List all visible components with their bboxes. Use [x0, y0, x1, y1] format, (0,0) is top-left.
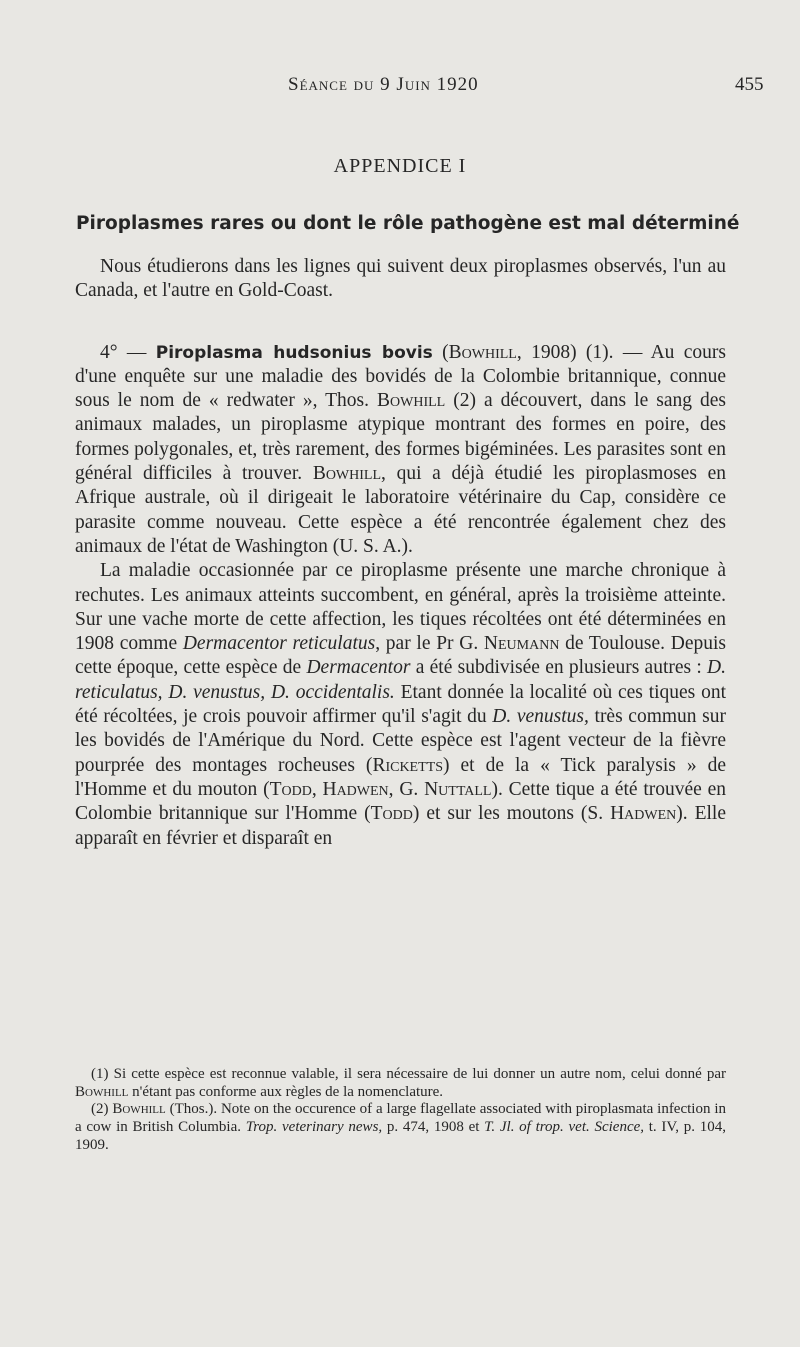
paragraph-piroplasma-hudsonius	[75, 341, 726, 560]
author-name: Bowhill	[312, 463, 382, 485]
running-header	[0, 74, 800, 104]
journal-title: T. Jl. of trop. vet. Science,	[484, 1119, 645, 1136]
journal-title: Trop. veterinary news,	[245, 1119, 383, 1136]
author-name: Bowhill	[448, 341, 517, 363]
author-name: Todd	[370, 803, 413, 825]
section-number: 4°	[100, 341, 118, 363]
text-segment: t. IV, p. 104, 1909.	[75, 1119, 727, 1153]
author-name: Bowhill	[377, 390, 446, 412]
author-name: Todd, Hadwen, G. Nuttall	[269, 778, 492, 800]
author-name: Hadwen	[610, 803, 677, 825]
section-title: Piroplasmes rares ou dont le rôle pathogène est mal déterminé	[76, 213, 740, 234]
author-name: Ricketts	[372, 754, 443, 776]
taxon-name: Dermacentor	[306, 657, 411, 679]
text-segment: de Toulouse. Depuis cette époque, cette espèce de	[75, 633, 726, 679]
taxon-name: D. venustus,	[492, 706, 589, 728]
citation-close: , 1908) (1). —	[516, 341, 651, 363]
text-segment: ). Cette tique a été trouvée en Colombie britannique sur l'Homme (	[75, 778, 726, 825]
text-segment: ) et de la « Tick paralysis » de l'Homme et du mouton (	[75, 754, 727, 800]
footnotes	[75, 1066, 726, 1155]
author-name: Bowhill	[112, 1101, 166, 1118]
text-segment: , qui a déjà étudié les piroplasmoses en Afrique australe, où il dirigeait le laboratoire vétérinaire du Cap, considère ce parasite comme nouveau. Cette espèce a été rencontrée également chez des animaux de l'état de Washington (U. S. A.).	[75, 463, 726, 557]
taxon-name: Dermacentor reticulatus	[182, 633, 376, 655]
body-text	[75, 255, 726, 851]
text-segment: (Thos.). Note on the occurence of a large flagellate associated with piroplasmata infection in a cow in British Columbia.	[75, 1101, 726, 1136]
page-number: 455	[735, 74, 764, 95]
text-segment: , par le Pr G.	[375, 633, 484, 655]
paragraph-maladie	[75, 559, 726, 851]
text-segment: (2)	[91, 1101, 113, 1118]
text-segment: n'étant pas conforme aux règles de la nomenclature.	[128, 1083, 444, 1100]
dash: —	[117, 341, 156, 363]
text-segment: ) et sur les moutons (S.	[412, 803, 611, 825]
text-segment: a été subdivisée en plusieurs autres :	[410, 657, 708, 679]
text-segment: très commun sur les bovidés de l'Amérique du Nord. Cette espèce est l'agent vecteur de la fièvre pourprée des montages rocheuses (	[75, 706, 726, 776]
author-name: Bowhill	[75, 1083, 129, 1100]
footnote-2	[75, 1101, 726, 1154]
taxon-name: D. reticulatus, D. venustus, D. occidentalis.	[75, 657, 727, 703]
running-title: Séance du 9 Juin 1920	[288, 74, 479, 95]
text-segment: Au cours d'une enquête sur une maladie des bovidés de la Colombie britannique, connue sous le nom de « redwater », Thos.	[75, 341, 726, 412]
text-segment: La maladie occasionnée par ce piroplasme présente une marche chronique à rechutes. Les animaux atteints succombent, en général, après la troisième atteinte. Sur une vache morte de cette affection, les tiques récoltées ont été déterminées en 1908 comme	[75, 560, 726, 655]
text-segment: (2) a découvert, dans le sang des animaux malades, un piroplasme atypique montrant des formes en poire, des formes polygonales, et, très rarement, des formes bigéminées. Les parasites sont en général difficiles à trouver.	[75, 390, 726, 485]
text-segment: p. 474, 1908 et	[382, 1119, 485, 1136]
intro-paragraph: Nous étudierons dans les lignes qui suivent deux piroplasmes observés, l'un au Canada, et l'autre en Gold-Coast.	[75, 256, 726, 302]
text-segment: ). Elle apparaît en février et disparaît en	[75, 803, 726, 849]
author-name: Neumann	[483, 633, 560, 655]
citation-open: (	[432, 341, 449, 363]
text-segment: Etant donnée la localité où ces tiques ont été récoltées, je crois pouvoir affirmer qu'il s'agit du	[75, 681, 726, 728]
footnote-1	[75, 1066, 726, 1101]
text-segment: (1) Si cette espèce est reconnue valable, il sera nécessaire de lui donner un autre nom, celui donné par	[91, 1066, 726, 1082]
species-name: Piroplasma hudsonius bovis	[155, 342, 433, 363]
appendix-label: APPENDICE I	[333, 155, 467, 177]
